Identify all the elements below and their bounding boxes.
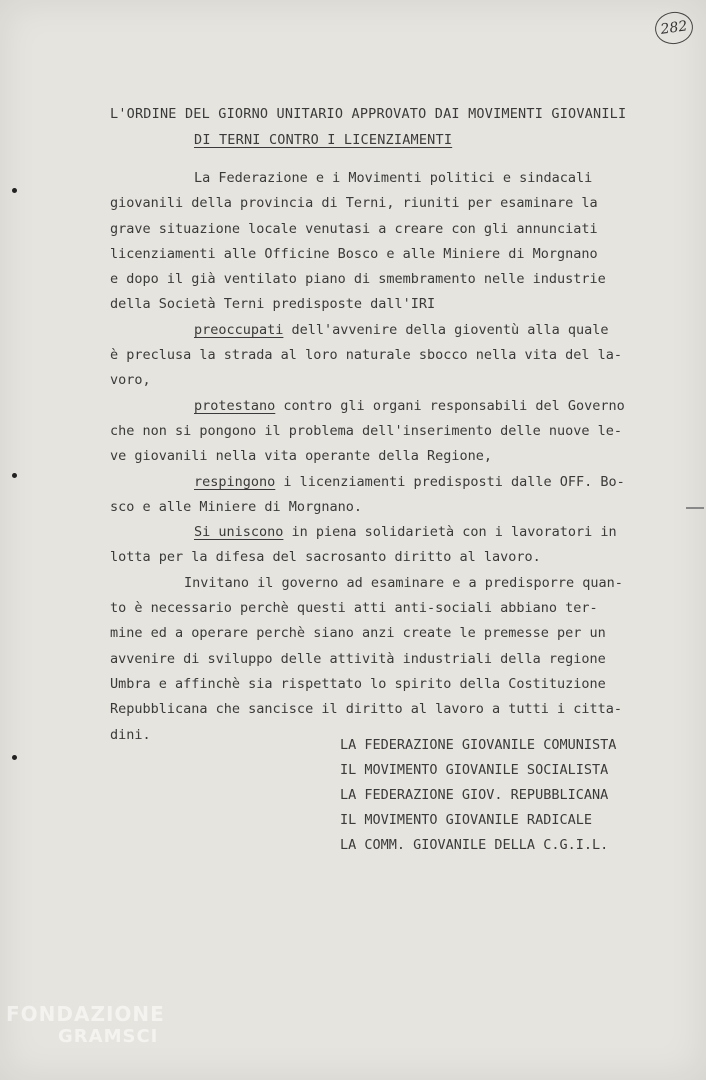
punch-hole-mark xyxy=(12,188,17,193)
signatory-line: IL MOVIMENTO GIOVANILE RADICALE xyxy=(340,812,592,828)
underlined-verb: protestano xyxy=(194,397,276,414)
signatory-line: LA FEDERAZIONE GIOVANILE COMUNISTA xyxy=(340,737,617,753)
signature-block xyxy=(340,733,660,858)
body-line: to è necessario perchè questi atti anti-sociali abbiano ter- xyxy=(110,600,598,617)
body-line: è preclusa la strada al loro naturale sbocco nella vita del la- xyxy=(110,347,623,364)
body-line: dini. xyxy=(110,726,151,743)
underlined-verb: respingono xyxy=(194,473,276,490)
body-line xyxy=(110,470,650,495)
punch-hole-mark xyxy=(12,755,17,760)
body-line: licenziamenti alle Officine Bosco e alle Miniere di Morgnano xyxy=(110,245,598,262)
body-line: e dopo il già ventilato piano di smembramento nelle industrie xyxy=(110,271,606,288)
body-line-rest: dell'avvenire della gioventù alla quale xyxy=(283,321,609,338)
body-line: Invitano il governo ad esaminare e a predisporre quan- xyxy=(184,574,623,591)
body-line xyxy=(110,520,650,545)
body-line: Repubblicana che sancisce il diritto al lavoro a tutti i citta- xyxy=(110,701,623,718)
document-body xyxy=(110,166,650,748)
body-line-rest: contro gli organi responsabili del Governo xyxy=(275,397,625,414)
page-number-stamp: 282 xyxy=(653,10,695,47)
body-line: La Federazione e i Movimenti politici e sindacali xyxy=(194,170,593,186)
document-title xyxy=(110,101,650,153)
title-line-2-text: DI TERNI CONTRO I LICENZIAMENTI xyxy=(194,132,453,148)
body-line: Umbra e affinchè sia rispettato lo spirito della Costituzione xyxy=(110,675,606,692)
watermark-line-1: FONDAZIONE xyxy=(6,1002,165,1026)
body-line: lotta per la difesa del sacrosanto diritto al lavoro. xyxy=(110,549,541,566)
body-line: voro, xyxy=(110,372,151,389)
punch-hole-mark xyxy=(12,473,17,478)
signatory-line: LA COMM. GIOVANILE DELLA C.G.I.L. xyxy=(340,837,609,853)
body-line: avvenire di sviluppo delle attività industriali della regione xyxy=(110,650,606,667)
body-line: che non si pongono il problema dell'inserimento delle nuove le- xyxy=(110,422,623,439)
underlined-verb: preoccupati xyxy=(194,321,284,338)
title-line-2 xyxy=(110,127,650,153)
watermark-line-2: GRAMSCI xyxy=(58,1026,159,1047)
body-line: mine ed a operare perchè siano anzi create le premesse per un xyxy=(110,625,606,642)
signatory-line: LA FEDERAZIONE GIOV. REPUBBLICANA xyxy=(340,787,609,803)
body-line: sco e alle Miniere di Morgnano. xyxy=(110,498,362,515)
signatory-line: IL MOVIMENTO GIOVANILE SOCIALISTA xyxy=(340,762,609,778)
body-line: giovanili della provincia di Terni, riuniti per esaminare la xyxy=(110,195,598,212)
body-line-rest: i licenziamenti predisposti dalle OFF. Bo- xyxy=(275,473,625,490)
body-line xyxy=(110,318,650,343)
body-line: grave situazione locale venutasi a creare con gli annunciati xyxy=(110,220,598,237)
body-line: della Società Terni predisposte dall'IRI xyxy=(110,296,436,313)
body-line xyxy=(110,394,650,419)
edge-mark xyxy=(686,507,704,509)
fondazione-gramsci-watermark xyxy=(6,1002,206,1047)
body-line: ve giovanili nella vita operante della Regione, xyxy=(110,448,493,465)
underlined-verb: Si uniscono xyxy=(194,524,284,541)
body-line-rest: in piena solidarietà con i lavoratori in xyxy=(283,524,617,541)
title-line-1: L'ORDINE DEL GIORNO UNITARIO APPROVATO DAI MOVIMENTI GIOVANILI xyxy=(110,106,627,122)
